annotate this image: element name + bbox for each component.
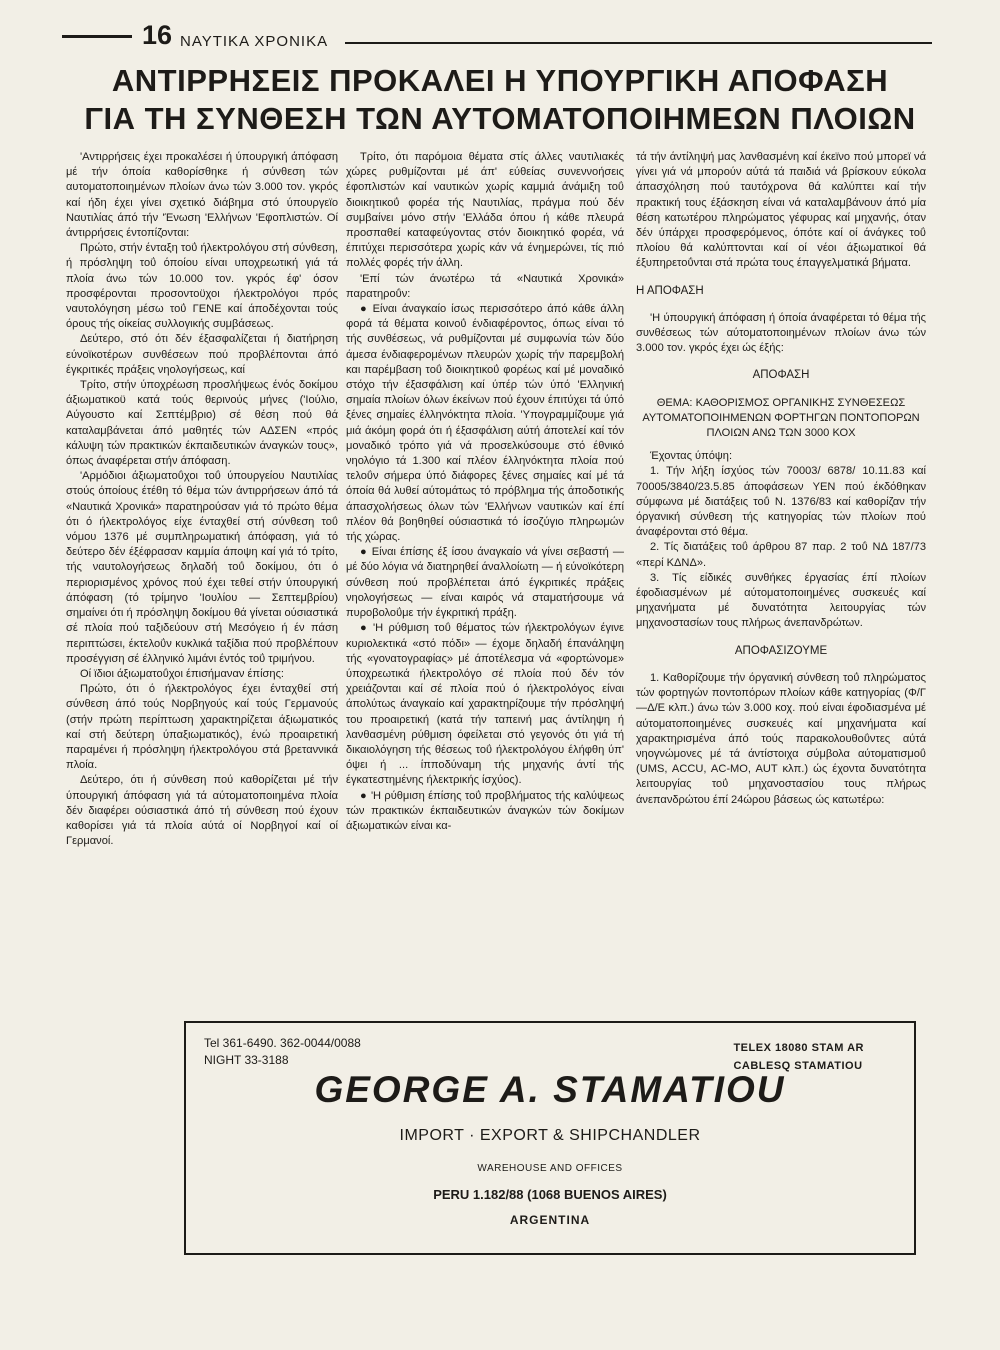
headline-line-1: ΑΝΤΙΡΡΗΣΕΙΣ ΠΡΟΚΑΛΕΙ Η ΥΠΟΥΡΓΙΚΗ ΑΠΟΦΑΣΗ xyxy=(111,63,889,98)
ad-services: IMPORT · EXPORT & SHIPCHANDLER xyxy=(399,1127,701,1144)
header-rule-right xyxy=(345,42,932,44)
numbered-item: 2. Τίς διατάξεις τοΰ άρθρου 87 παρ. 2 τοΰ ΝΔ 187/73 «περί ΚΔΝΔ». xyxy=(636,541,926,569)
paragraph: τά τήν άντίληψή μας λανθασμένη καί έκεϊνο πού μπορεϊ νά γίνει γιά νά μπορούν αύτά τά παιδιά νά βρίσκουν εύκολα άπασχόληση πού ταυτόχρονα θά καλύπτει καί τήν πρακτική τους έξάσκηση είναι νά καταλαμβάνουν άπό μία θέση κατωτέρου πληρώματος γέφυρας καί μηχανής, όταν δέν ύπάρχει προσφερόμενος, όπότε καί οί άνάγκες τοΰ πλοίου θά καλύπτονται καί οί νέοι άξιωματικοί θά έξυπηρετοΰνται στά πρώτα τους έπαγγελματικά βήματα. xyxy=(636,151,926,270)
article-column-3 xyxy=(636,150,926,808)
advertisement-box xyxy=(184,1021,916,1255)
bullet-paragraph: ● Είναι άναγκαίο ίσως περισσότερο άπό κάθε άλλη φορά τά θέματα κοινοΰ ένδιαφέροντος, όπως είναι τό τής συνθέσεως, νά ρυθμίζονται μέ συμφωνία τών δύο άμεσα ένδιαφερομένων πλευρών χωρίς τήν παρεμβολή και παρέμβαση τοΰ διοικητικοΰ φορέως καί μέ μοναδικό στόχο τήν έξασφάλιση καί ύπέρ τών ύπό 'Ελληνική σημαία πλοίων όλων έκείνων πού έχουν έπιτύχει τά ύπό ξένες σημαίες έλληνόκτητα πλοία. 'Υπογραμμίζουμε γιά μιά άκόμη φορά ότι ή έξασφάλιση αύτή άποτελεί καί τόν μοναδικό τρόπο γιά νά προσελκύσουμε στό έθνικό νηολόγιο τά 1.300 καί πλέον έλληνόκτητα πλοία πού τελοΰν σήμερα ύπό διάφορες ξένες σημαίες καί μέ τά όποία θά λυθεί αύτομάτως τό πρόβλημα τής άποδοτικής άπασχολήσεως όλων τών 'Ελλήνων ναυτικών καί έπί πλέον θά βοηθηθεί ούσιαστικά τό ίσοζύγιο πληρωμών τής χώρας. xyxy=(346,302,624,545)
paragraph: Έχοντας ύπόψη: xyxy=(650,450,733,463)
paragraph: Τρίτο, ότι παρόμοια θέματα στίς άλλες ναυτιλιακές χώρες ρυθμίζονται μέ άπ' εύθείας συνεννοήσεις έφοπλιστών καί ναυτικών χωρίς καμμιά άνάμιξη τοΰ διοικητικοΰ φορέα τής Ναυτιλίας, πράγμα πού δέν συμβαίνει μόνο στήν 'Ελλάδα όπου ή κάθε πλευρά προσπαθεί καταφεύγοντας στόν διοικητικό φορέα, νά έπιτύχει περισσότερα χωρίς κάν νά ένημερώνει, τίς πιό πολλές φορές τήν άλλη. xyxy=(346,151,624,270)
ad-address: PERU 1.182/88 (1068 BUENOS AIRES) xyxy=(433,1187,667,1202)
bullet-paragraph: ● 'Η ρύθμιση τοΰ θέματος τών ήλεκτρολόγων έγινε κυριολεκτικά «στό πόδι» — έχομε δηλαδή έπανάληψη τής «γονατογραφίας» μέ άποτέλεσμα νά «φορτώνομε» ύποχρεωτικά ήλεκτρολόγο σέ πλοία πού δέν τόν χρειάζονται καί σέ πλοία πού ό ήλεκτρολόγος είναι άπολύτως άναγκαίο καί χαρακτηρίζουμε τήν πρόσληψή του προαιρετική (κατά τήν ταπεινή μας άντίληψη ή λανθασμένη ρύθμιση όφείλεται στό γεγονός ότι γιά τή δικαιολόγηση τής θέσεως τοΰ ήλεκτρολόγου έλήφθη ύπ' όψει ή ... ίπποδύναμη τής μηχανής άντί τής έγκατεστημένης ήλεκτρικής ίσχύος). xyxy=(346,621,624,788)
bullet-paragraph: ● 'Η ρύθμιση έπίσης τοΰ προβλήματος τής καλύψεως τών πρακτικών έκπαιδευτικών άναγκών τών δοκίμων άξιωματικών είναι κα- xyxy=(346,789,624,835)
subheading-we-decide: ΑΠΟΦΑΣΙΖΟΥΜΕ xyxy=(734,644,828,657)
paragraph: Δεύτερο, στό ότι δέν έξασφαλίζεται ή διατήρηση εύνοϊκοτέρων συνθέσεων πού προβλέπονται άπό έγκριτικές πράξεις νηολογήσεως, καί xyxy=(66,333,338,376)
article-column-2 xyxy=(346,150,624,834)
ad-warehouse: WAREHOUSE AND OFFICES xyxy=(477,1163,623,1174)
headline xyxy=(60,62,940,138)
paragraph: 'Επί τών άνωτέρω τά «Ναυτικά Χρονικά» παρατηροΰν: xyxy=(346,272,624,300)
paragraph: Δεύτερο, ότι ή σύνθεση πού καθορίζεται μέ τήν ύπουργική άπόφαση γιά τά αύτοματοποιημένα πλοία δέν διαφέρει ούσιαστικά άπό τή σύνθεση πού έχουν καθορίσει γιά τά πλοία αύτά οί Νορβηγοί καί οί Γερμανοί. xyxy=(66,774,338,848)
numbered-item: 1. Τήν λήξη ίσχύος τών 70003/ 6878/ 10.11.83 καί 70005/3840/23.5.85 άποφάσεων ΥΕΝ πού έκδόθηκαν σύμφωνα μέ διατάξεις τοΰ Ν. 1376/83 καί καθορίζαν τήν όργανική σύνθεση τής κατηγορίας τών πλοίων πού άναφέρονται στό θέμα. xyxy=(636,465,926,539)
ad-phone-block xyxy=(204,1035,361,1069)
numbered-item: 1. Καθορίζουμε τήν όργανική σύνθεση τοΰ πληρώματος τών φορτηγών ποντοπόρων πλοίων κάθε κατηγορίας (Φ/Γ—Δ/Ε κλπ.) άνω τών 3.000 κοχ. πού είναι έφοδιασμένα μέ αύτοματοποιημένες συσκευές καί μηχανήματα καί χαρακτηρισμένα άπό τούς παρακολουθοΰντες αύτά νηογνώμονες μέ τά άντίστοιχα σύμβολα αύτοματισμοΰ (UMS, ACCU, AC-MO, AUT κλπ.) ώς έχοντα δυνατότητα λειτουργίας τοΰ μηχανοστασίου τους πλήρως άνεπανδρώτου έπί 24ώρου βάσεως ώς κατωτέρω: xyxy=(636,671,926,806)
header-rule-left xyxy=(62,35,132,38)
paragraph: Τρίτο, στήν ύποχρέωση προσλήψεως ένός δοκίμου άξιωματικοϋ κατά τούς θερινούς μήνες ('Ιούλιο, Αύγουστο καί Σεπτέμβριο) σέ θέση πού θά καταλαμβάνεται άπό μαθητές τών ΑΔΣΕΝ «πρός κάλυψη τών πρακτικών έκπαιδευτικών άναγκών τους», όπως άναφέρεται στήν άπόφαση. xyxy=(66,379,338,468)
paragraph: Πρώτο, ότι ό ήλεκτρολόγος έχει ένταχθεί στή σύνθεση άπό τούς Νορβηγούς καί τούς Γερμανούς (στήν πρώτη περίπτωση χαρακτηρίζεται άξιωματικός καί στή δεύτερη ύπαξιωματικός), ένώ προαιρετική παραμένει ή πρόσληψη ήλεκτρολόγου στά βρεταννικά πλοία. xyxy=(66,683,338,772)
subheading-decision-title: ΑΠΟΦΑΣΗ xyxy=(752,369,810,382)
paragraph: 'Η ύπουργική άπόφαση ή όποία άναφέρεται τό θέμα τής συνθέσεως τών αύτοματοποιημένων πλοίων άνω τών 3.000 τον. γκρός έχει ώς έξής: xyxy=(636,311,926,355)
ad-telephone: Tel 361-6490. 362-0044/0088 xyxy=(204,1036,361,1050)
paragraph: 'Αντιρρήσεις έχει προκαλέσει ή ύπουργική άπόφαση μέ τήν όποία καθορίσθηκε ή σύνθεση τών αυτοματοποιημένων πλοίων άνω τών 3.000 τον. γκρός καί ήδη έχει γίνει σχετικό διάβημα στό ύπουργεϊο Ναυτιλίας άπό τήν 'Ένωση 'Ελλήνων 'Εφοπλιστών. Οί άντιρρήσεις έντοπίζονται: xyxy=(66,151,338,240)
ad-company-name: GEORGE A. STAMATIOU xyxy=(314,1069,786,1110)
headline-line-2: ΓΙΑ ΤΗ ΣΥΝΘΕΣΗ ΤΩΝ ΑΥΤΟΜΑΤΟΠΟΙΗΜΕΩΝ ΠΛΟΙΩΝ xyxy=(84,101,916,136)
publication-name: ΝΑΥΤΙΚΑ ΧΡΟΝΙΚΑ xyxy=(180,33,329,50)
bullet-paragraph: ● Είναι έπίσης έξ ίσου άναγκαίο νά γίνει σεβαστή — μέ δύο λόγια νά διατηρηθεί άναλλοίωτη — ή εύνοϊκότερη σύνθεση πού προβλέπεται άπό έγκριτικές πράξεις νηολογήσεως — είναι καιρός νά σταματήσουμε νά πυροβολοΰμε τήν έγκριτική πράξη. xyxy=(346,545,624,621)
ad-country: ARGENTINA xyxy=(509,1213,591,1227)
numbered-item: 3. Τίς είδικές συνθήκες έργασίας έπί πλοίων έφοδιασμένων μέ αύτοματοποιημένες συσκευές καί μηχανήματα μέ δυνατότητα λειτουργίας τών μηχανοστασίων τους πλήρως άνεπανδρώτων. xyxy=(636,571,926,630)
decision-subject: ΘΕΜΑ: ΚΑΘΟΡΙΣΜΟΣ ΟΡΓΑΝΙΚΗΣ ΣΥΝΘΕΣΕΩΣ ΑΥΤΟΜΑΤΟΠΟΙΗΜΕΝΩΝ ΦΟΡΤΗΓΩΝ ΠΟΝΤΟΠΟΡΩΝ ΠΛΟΙΩΝ ΑΝΩ ΤΩΝ 3000 ΚΟΧ xyxy=(642,396,920,440)
ad-telex: TELEX 18080 STAM AR xyxy=(733,1042,864,1054)
subheading-decision: Η ΑΠΟΦΑΣΗ xyxy=(636,284,704,297)
article-column-1 xyxy=(66,150,338,849)
paragraph: Πρώτο, στήν ένταξη τοΰ ήλεκτρολόγου στή σύνθεση, ή πρόσληψη τοΰ όποίου είναι υποχρεωτική γιά τά πλοία άνω τών 10.000 τον. γκρός έφ' όσον προσφέρονται προσοντοϋχοι ήλεκτρολόγοι πρός ναυτολόγηση μέσω τοΰ ΓΕΝΕ καί άποδέχονται τούς όρους τής οίκείας συλλογικής συμβάσεως. xyxy=(66,242,338,331)
paragraph: Οί ϊδιοι άξιωματοΰχοι έπισήμαναν έπίσης: xyxy=(80,667,284,680)
paragraph: 'Αρμόδιοι άξιωματοΰχοι τοΰ ύπουργείου Ναυτιλίας στούς όποίους έτέθη τό θέμα τών άντιρρήσεων άπό τά «Ναυτικά Χρονικά» παρατηρούσαν γιά τό πρώτο θέμα ότι ό ήλεκτρολόγος είχε ένταχθεί στή σύνθεση τοΰ νόμου 1376 μέ συμπληρωματική άπόφαση, γιά τό δεύτερο δέν έξέφρασαν καμμία άποψη καί γιά τό τρίτο, τής ναυτολογήσεως δηλαδή τοΰ δοκίμου, ότι ό περιορισμένος χρόνος πού έχει τεθεί στήν ύπουργική άπόφαση (τό τρίμηνο 'Ιουλίου — Σεπτεμβρίου) σημαίνει ότι ή πρόσληψη δοκίμου θά γίνεται ούσιαστικά σέ πλοία πού ταξιδεύουν στή Μεσόγειο ή έν πάση περιπτώσει, έκτελοΰν κυκλικά ταξίδια πού προβλέπουν προσέγγιση σέ έλληνικό λιμάνι έντός τοΰ τριμήνου. xyxy=(66,470,338,665)
page-number: 16 xyxy=(142,20,173,50)
ad-cable: CABLESQ STAMATIOU xyxy=(733,1060,863,1072)
ad-night-phone: NIGHT 33-3188 xyxy=(204,1053,289,1067)
